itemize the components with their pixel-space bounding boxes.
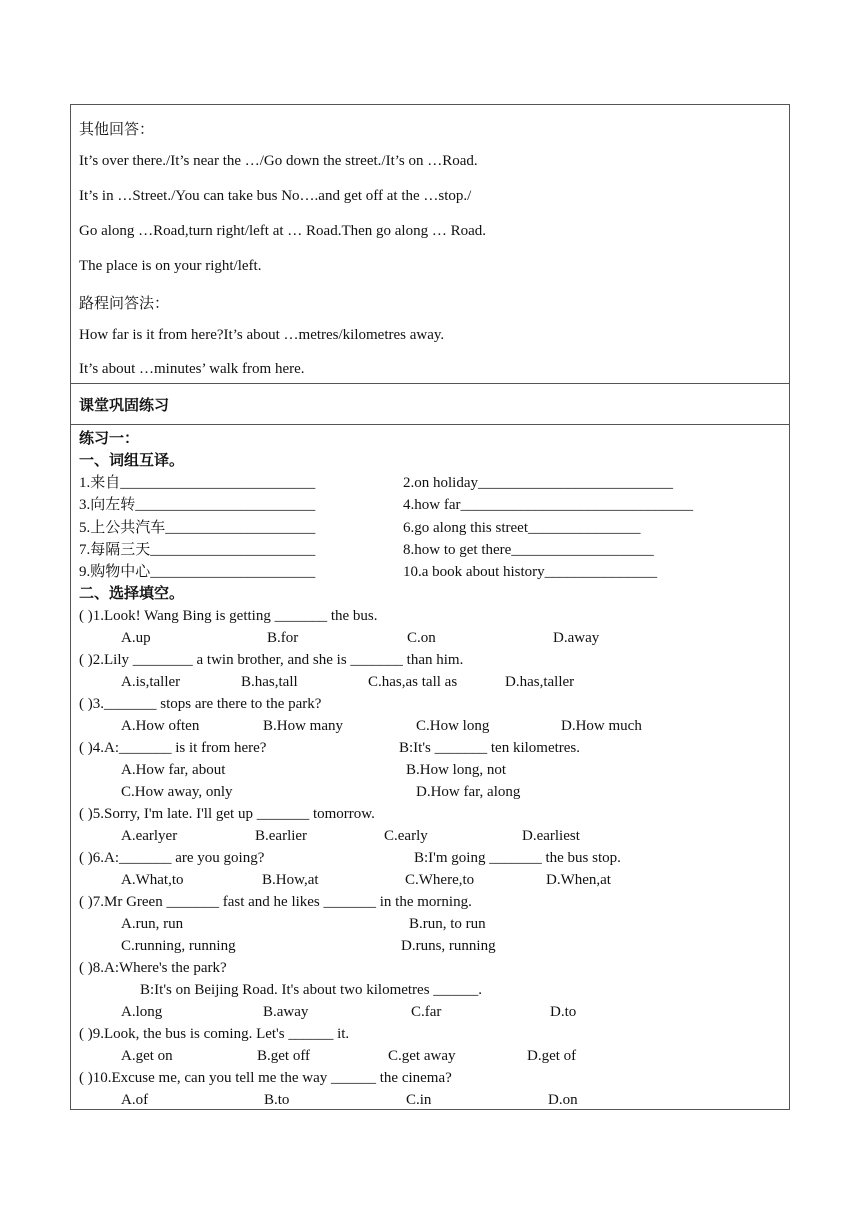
option: D.How far, along [416,784,521,800]
phrase-item: 10.a book about history_______________ [403,564,658,580]
option: C.has,as tall as [368,674,458,690]
option: C.in [406,1092,432,1108]
option: D.When,at [546,872,611,888]
option: C.get away [388,1048,456,1064]
part2-title: 二、选择填空。 [79,586,185,602]
question-stem: ( )10.Excuse me, can you tell me the way ______ the cinema? [79,1070,452,1086]
option: B.for [267,630,299,646]
option: A.run, run [121,916,184,932]
phrase-item: 9.购物中心______________________ [79,564,316,580]
option: A.What,to [121,872,184,888]
question-stem: ( )5.Sorry, I'm late. I'll get up _______ tomorrow. [79,806,375,822]
option: A.is,taller [121,674,181,690]
option: A.earlyer [121,828,178,844]
option: D.on [548,1092,578,1108]
pattern-line: 其他回答： [79,122,155,138]
option: C.How long [416,718,490,734]
phrase-item: 6.go along this street_______________ [403,520,641,536]
option: D.away [553,630,600,646]
option: C.Where,to [405,872,475,888]
phrase-item: 3.向左转________________________ [79,497,316,513]
pattern-line: It’s in …Street./You can take bus No….and get off at the …stop./ [79,188,472,204]
question-stem: ( )8.A:Where's the park? [79,960,227,976]
option: B.earlier [255,828,308,844]
option: A.long [121,1004,163,1020]
option: D.earliest [522,828,580,844]
option: B.to [264,1092,290,1108]
question-stem: ( )4.A:_______ is it from here? [79,740,267,756]
pattern-line: How far is it from here?It’s about …metres/kilometres away. [79,327,445,343]
phrase-item: 1.来自__________________________ [79,475,316,491]
question-stem: ( )6.A:_______ are you going? [79,850,265,866]
pattern-line: It’s over there./It’s near the …/Go down the street./It’s on …Road. [79,153,478,169]
question-stem: ( )7.Mr Green _______ fast and he likes _______ in the morning. [79,894,472,910]
option: B.How,at [262,872,319,888]
option: A.get on [121,1048,173,1064]
option: C.How away, only [121,784,233,800]
pattern-line: It’s about …minutes’ walk from here. [79,361,305,377]
question-stem: ( )3._______ stops are there to the park? [79,696,322,712]
option: B.How long, not [406,762,507,778]
option: D.How much [561,718,642,734]
option: D.to [550,1004,577,1020]
pattern-line: 路程问答法： [79,296,170,312]
exercise-section [70,424,790,1110]
option: C.on [407,630,436,646]
question-stem: ( )9.Look, the bus is coming. Let's ______ it. [79,1026,350,1042]
option: A.up [121,630,151,646]
option: D.get of [527,1048,577,1064]
phrase-item: 2.on holiday__________________________ [403,475,673,491]
question-stem: ( )2.Lily ________ a twin brother, and she is _______ than him. [79,652,464,668]
worksheet [70,104,790,1110]
option: B.How many [263,718,343,734]
phrase-item: 8.how to get there___________________ [403,542,654,558]
option: D.runs, running [401,938,496,954]
section-heading-row [70,383,790,424]
option: A.How far, about [121,762,226,778]
section-heading: 课堂巩固练习 [79,398,170,414]
option: B.has,tall [241,674,298,690]
phrase-item: 7.每隔三天______________________ [79,542,316,558]
option: B.run, to run [409,916,486,932]
option: A.How often [121,718,200,734]
option: D.has,taller [505,674,575,690]
question-stem-b: B:It's _______ ten kilometres. [399,740,581,756]
option: C.far [411,1004,442,1020]
question-stem-b: B:It's on Beijing Road. It's about two kilometres ______. [140,982,483,998]
pattern-line: Go along …Road,turn right/left at … Road.Then go along … Road. [79,223,487,239]
option: C.running, running [121,938,236,954]
phrase-item: 5.上公共汽车____________________ [79,520,316,536]
question-stem-b: B:I'm going _______ the bus stop. [414,850,621,866]
answer-patterns-section [70,104,790,383]
question-stem: ( )1.Look! Wang Bing is getting _______ the bus. [79,608,378,624]
option: A.of [121,1092,149,1108]
option: B.away [263,1004,309,1020]
pattern-line: The place is on your right/left. [79,258,262,274]
option: B.get off [257,1048,311,1064]
exercise-title: 练习一： [79,431,140,447]
part1-title: 一、词组互译。 [79,453,185,469]
phrase-item: 4.how far_______________________________ [403,497,693,513]
option: C.early [384,828,428,844]
